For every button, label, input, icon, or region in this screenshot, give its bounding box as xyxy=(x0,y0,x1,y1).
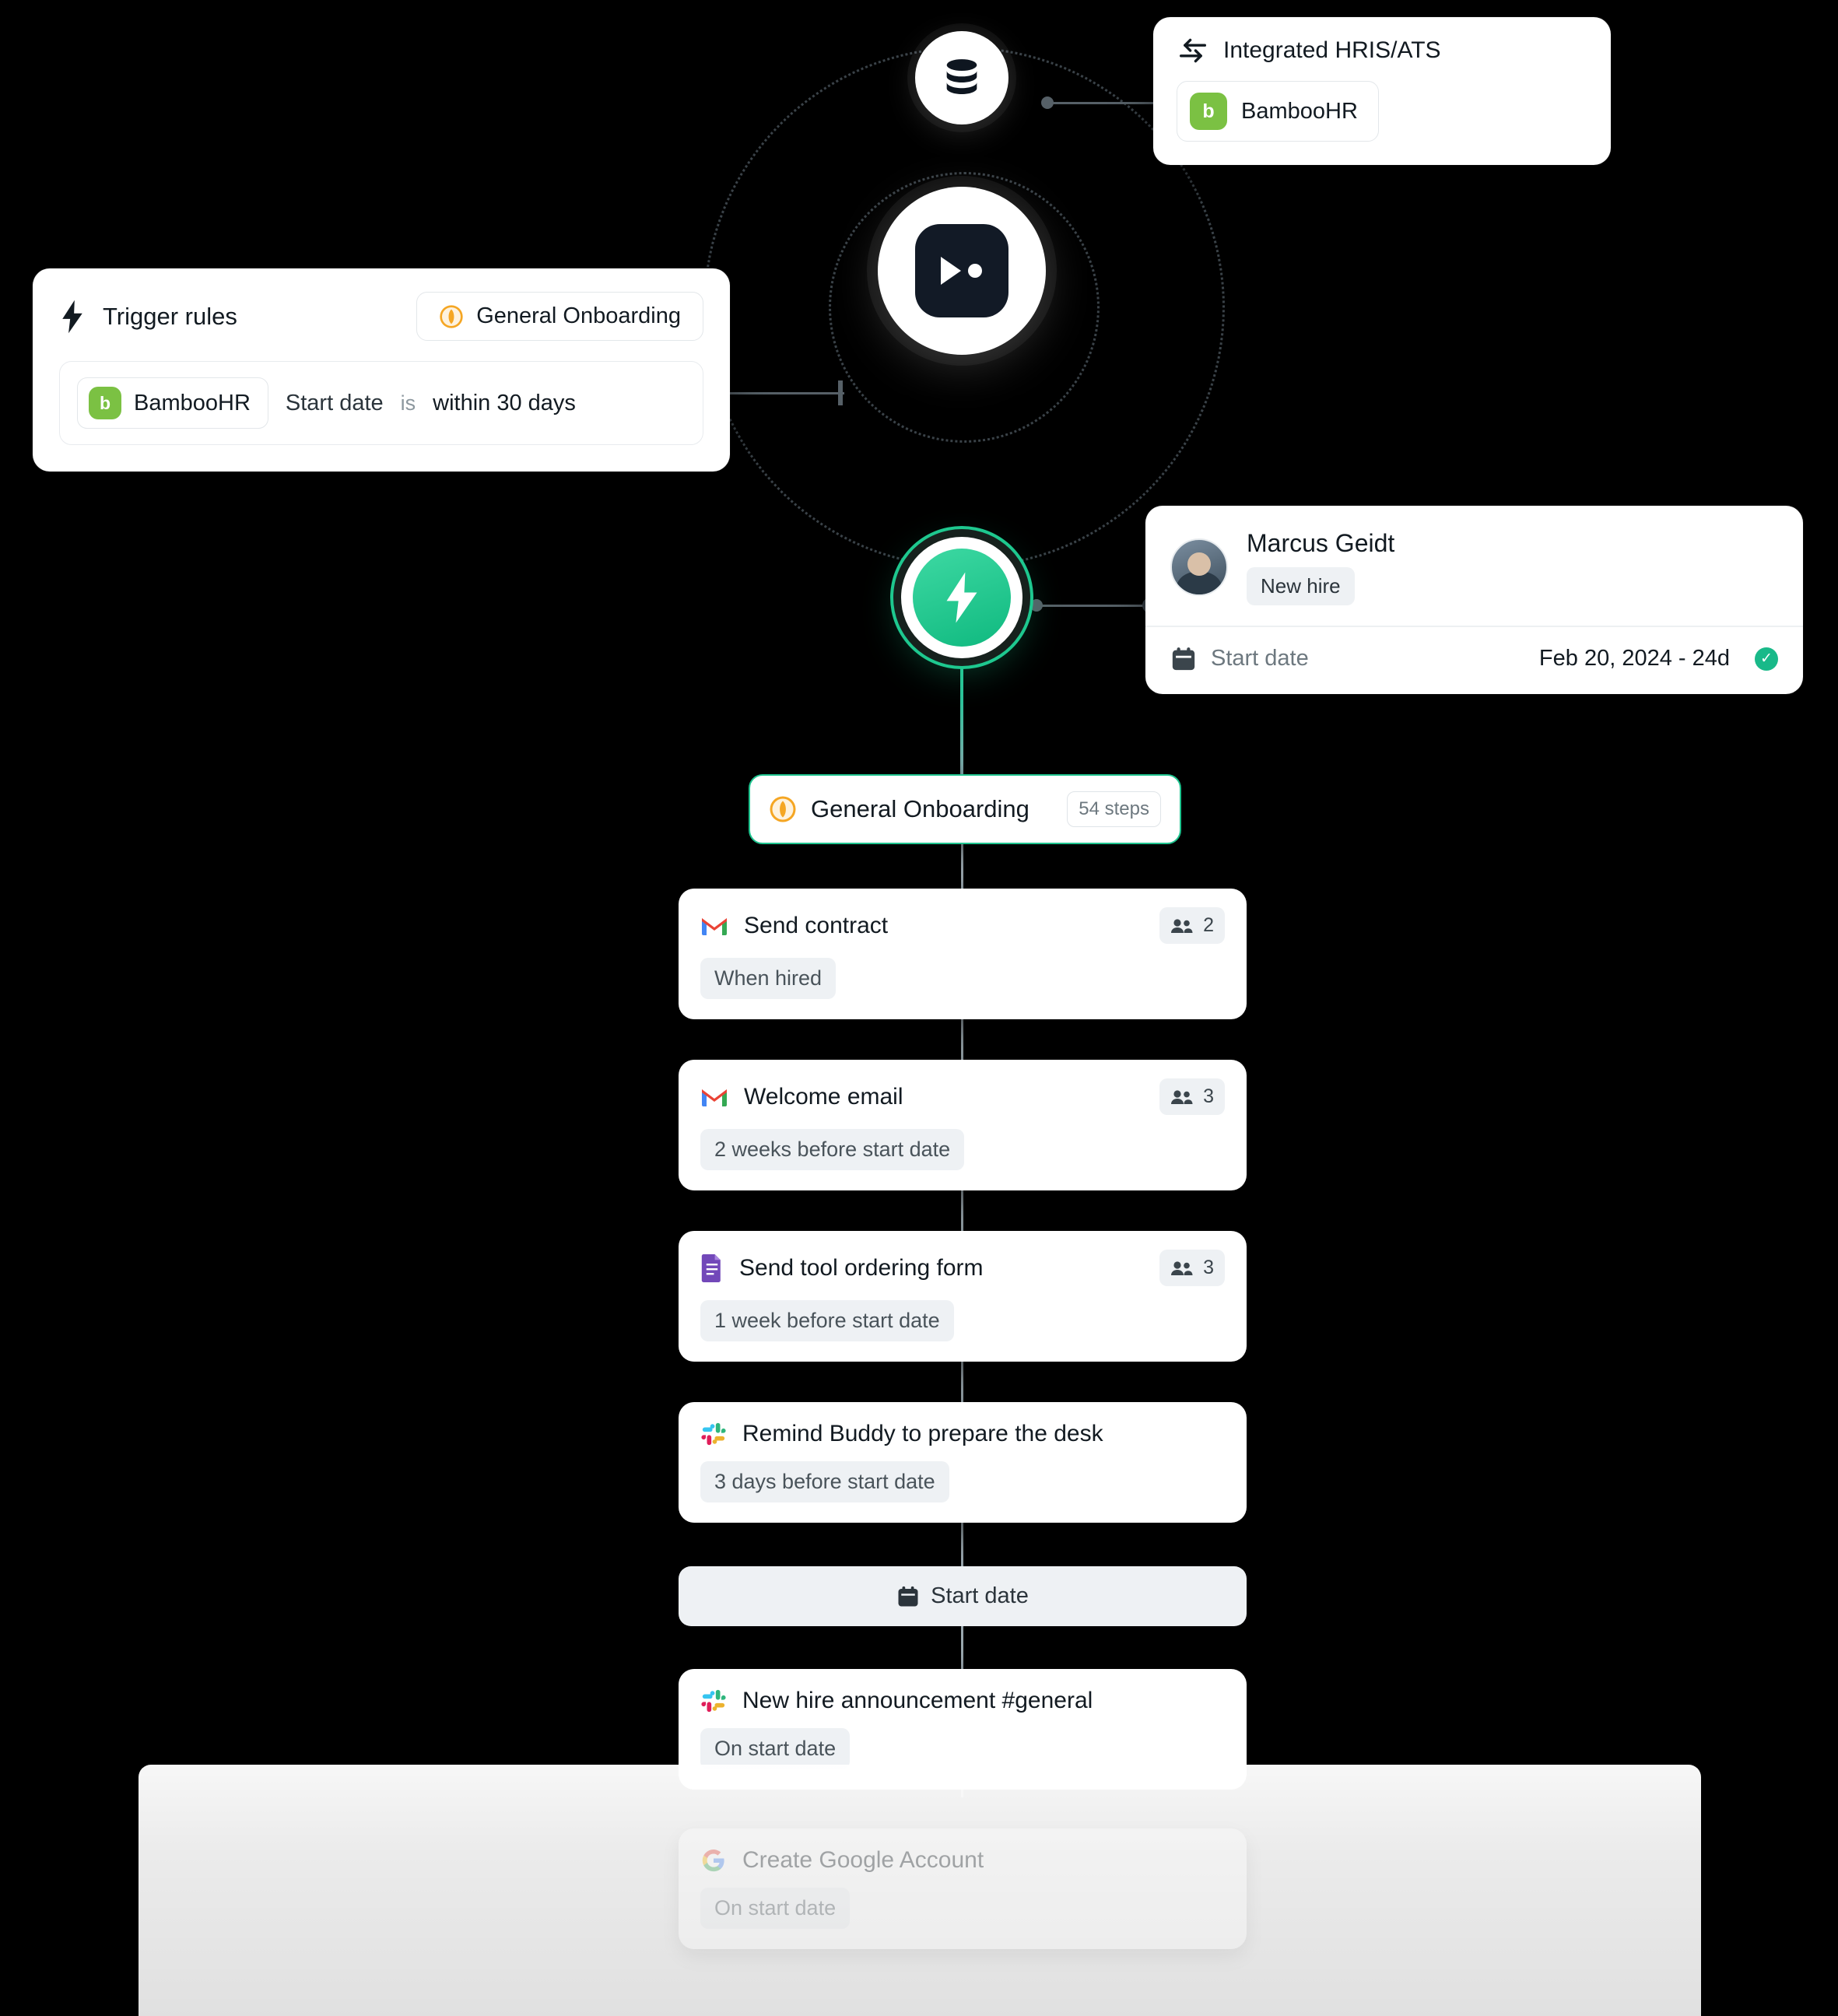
node-trigger-bolt[interactable] xyxy=(901,537,1022,658)
connector-cap-brand xyxy=(838,380,843,405)
slack-icon xyxy=(700,1421,727,1447)
workflow-globe-icon xyxy=(439,304,464,329)
workflow-title-pill[interactable] xyxy=(749,774,1181,844)
step-title: Create Google Account xyxy=(742,1847,984,1873)
gmail-icon xyxy=(700,1086,728,1108)
trigger-rule-field: Start date xyxy=(285,390,384,415)
integrated-hris-card[interactable] xyxy=(1153,17,1611,165)
slack-icon xyxy=(700,1688,727,1714)
workflow-title: General Onboarding xyxy=(811,795,1029,822)
calendar-icon xyxy=(896,1585,920,1608)
database-icon xyxy=(938,55,985,100)
start-date-label: Start date xyxy=(1211,646,1309,671)
trigger-workflow-label: General Onboarding xyxy=(476,303,681,328)
workflow-step-tool-ordering-form[interactable] xyxy=(679,1231,1247,1362)
start-date-value: Feb 20, 2024 - 24d xyxy=(1538,646,1730,671)
google-icon xyxy=(700,1847,727,1874)
node-brand-logo[interactable] xyxy=(878,187,1046,355)
step-title: Remind Buddy to prepare the desk xyxy=(742,1421,1103,1446)
workflow-steps-badge: 54 steps xyxy=(1067,791,1161,827)
workflow-globe-icon xyxy=(769,795,797,823)
calendar-icon xyxy=(1170,646,1197,672)
trigger-rules-title: Trigger rules xyxy=(103,302,237,330)
lightning-icon xyxy=(59,300,86,334)
workflow-step-remind-buddy[interactable] xyxy=(679,1402,1247,1523)
step-title: Send contract xyxy=(744,912,889,938)
workflow-step-send-contract[interactable] xyxy=(679,889,1247,1019)
hris-card-title: Integrated HRIS/ATS xyxy=(1223,37,1441,63)
trigger-rule-source[interactable] xyxy=(77,377,268,429)
hris-source-chip[interactable] xyxy=(1177,81,1379,142)
step-assignee-number: 3 xyxy=(1203,1257,1214,1278)
step-assignee-number: 2 xyxy=(1203,914,1214,936)
workflow-step-create-google-account[interactable] xyxy=(679,1828,1247,1949)
step-assignee-count[interactable] xyxy=(1159,907,1225,944)
trigger-rules-card[interactable] xyxy=(33,268,730,472)
connector-trigger-to-brand xyxy=(720,392,844,394)
connector-dot-bolt xyxy=(1030,599,1043,612)
gmail-icon xyxy=(700,915,728,937)
hris-source-label: BambooHR xyxy=(1241,98,1358,124)
integration-arrows-icon xyxy=(1177,37,1209,64)
spine-green-upper xyxy=(960,658,963,783)
trigger-rule-operator: is xyxy=(400,391,416,415)
people-icon xyxy=(1170,917,1194,934)
bamboohr-icon: b xyxy=(1190,93,1227,130)
status-badge: New hire xyxy=(1247,567,1355,605)
bolt-circle-icon xyxy=(913,549,1011,647)
connector-db-to-hris xyxy=(1046,102,1170,104)
start-date-divider xyxy=(679,1566,1247,1626)
bamboohr-icon: b xyxy=(89,387,121,419)
node-database[interactable] xyxy=(915,31,1008,124)
step-timing-tag: When hired xyxy=(700,958,836,999)
new-hire-name: Marcus Geidt xyxy=(1247,529,1395,557)
step-title: New hire announcement #general xyxy=(742,1688,1093,1713)
start-date-divider-label: Start date xyxy=(931,1583,1029,1608)
trigger-rule-row[interactable] xyxy=(59,361,703,445)
connector-bolt-to-newhire xyxy=(1035,605,1152,607)
people-icon xyxy=(1170,1089,1194,1106)
connector-dot-db xyxy=(1041,96,1054,109)
step-timing-tag: On start date xyxy=(700,1728,850,1769)
google-forms-icon xyxy=(700,1254,724,1282)
step-timing-tag: 1 week before start date xyxy=(700,1300,954,1341)
step-assignee-count[interactable] xyxy=(1159,1078,1225,1115)
trigger-workflow-chip[interactable] xyxy=(416,292,703,341)
step-title: Send tool ordering form xyxy=(739,1254,984,1281)
workflow-step-welcome-email[interactable] xyxy=(679,1060,1247,1190)
avatar xyxy=(1170,538,1228,596)
step-timing-tag: 3 days before start date xyxy=(700,1461,949,1502)
step-assignee-count[interactable] xyxy=(1159,1250,1225,1286)
people-icon xyxy=(1170,1260,1194,1277)
brand-logo-icon xyxy=(915,224,1008,317)
trigger-rule-value: within 30 days xyxy=(433,390,576,415)
step-title: Welcome email xyxy=(744,1083,903,1110)
trigger-rule-source-label: BambooHR xyxy=(134,390,251,415)
new-hire-card[interactable] xyxy=(1145,506,1803,694)
step-timing-tag: 2 weeks before start date xyxy=(700,1129,964,1170)
step-timing-tag: On start date xyxy=(700,1888,850,1929)
step-assignee-number: 3 xyxy=(1203,1085,1214,1107)
check-circle-icon: ✓ xyxy=(1755,647,1778,671)
